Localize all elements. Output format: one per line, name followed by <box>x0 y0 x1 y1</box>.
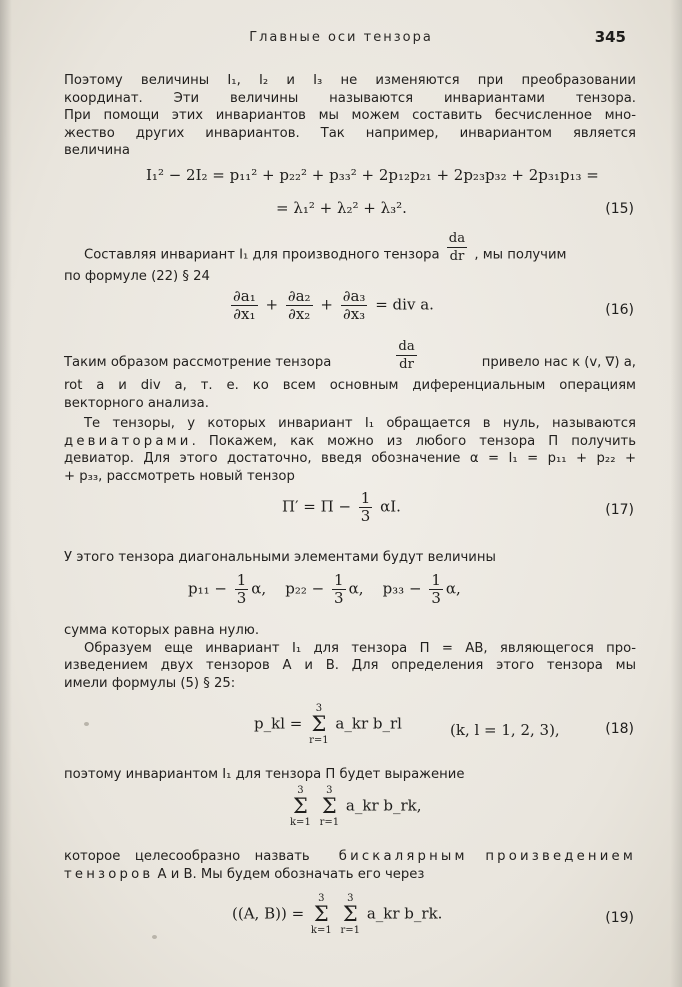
paragraph-conclusion <box>64 339 636 373</box>
text-line: координат. Эти величины называются инвариантами тензора. <box>64 90 636 106</box>
fraction-da-dr: $\frac{da}{dr}$ <box>448 231 466 264</box>
equation-19: ((A, B)) = 3 Σ k=1 3 Σ r=1 a_kr b_rk. <box>232 893 443 936</box>
text-line: сумма которых равна нулю. <box>64 623 260 638</box>
text-line: величина <box>64 143 130 158</box>
equation-number-19: (19) <box>605 910 634 926</box>
paragraph-biscalar <box>64 848 636 883</box>
fraction-da-dr: $\frac{da}{dr}$ <box>398 339 415 372</box>
paragraph-conclusion-cont <box>64 377 636 412</box>
paragraph-derivative-tensor <box>84 231 636 265</box>
text-line: привело нас к (v, ∇) a, <box>481 354 636 370</box>
paragraph-invariants <box>64 72 636 160</box>
text-line: имели формулы (5) § 25: <box>64 675 236 691</box>
text-line: жество других инвариантов. Так например, инвариантом является <box>64 125 636 141</box>
text-line: + p₃₃, рассмотреть новый тензор <box>64 468 295 484</box>
equation-number-16: (16) <box>605 302 634 318</box>
equation-15-line1: I₁² − 2I₂ = p₁₁² + p₂₂² + p₃₃² + 2p₁₂p₂₁ + 2p₂₃p₃₂ + 2p₃₁p₁₃ = <box>146 166 599 184</box>
equation-16-rhs: = div a. <box>375 295 434 314</box>
text-line: векторного анализа. <box>64 395 209 411</box>
text-line: которое целесообразно назвать бискалярным произведением <box>64 849 636 864</box>
paper-speck <box>84 722 89 726</box>
fraction-da2-dx2: $\frac{\text{∂a₂}}{\text{∂x₂}}$ <box>287 287 311 323</box>
text-line: поэтому инвариантом I₁ для тензора Π будет выражение <box>64 767 465 782</box>
text-line: девиатор. Для этого достаточно, введя обозначение α = I₁ = p₁₁ + p₂₂ + <box>64 451 636 466</box>
paragraph-sum-zero <box>64 622 636 692</box>
fraction-one-third: $\frac{1}{3}$ <box>431 571 441 607</box>
summation-sign: 3 Σ r=1 <box>319 785 340 828</box>
fraction-da3-dx3: $\frac{\text{∂a₃}}{\text{∂x₃}}$ <box>342 287 366 323</box>
double-sum-invariant: 3 Σ k=1 3 Σ r=1 a_kr b_rk, <box>290 785 422 828</box>
text-line: тензоров A и B. Мы будем обозначать его через <box>64 866 425 882</box>
equation-number-18: (18) <box>605 721 634 737</box>
fraction-one-third: $\frac{1}{3}$ <box>236 571 247 607</box>
running-header <box>0 30 682 52</box>
summation-sign: 3 Σ k=1 <box>310 893 332 936</box>
text-line: изведением двух тензоров A и B. Для определения этого тензора мы <box>64 658 636 673</box>
text-line: rot a и div a, т. е. ко всем основным диференциальным операциям <box>64 378 636 393</box>
equation-15-line2: = λ₁² + λ₂² + λ₃². <box>276 199 407 217</box>
text-line: по формуле (22) § 24 <box>64 269 210 284</box>
fraction-one-third: $\frac{1}{3}$ <box>360 489 371 525</box>
term-deviators: девиаторами <box>64 433 192 449</box>
text-line: , мы получим <box>474 247 567 263</box>
text-line: Те тензоры, у которых инвариант I₁ обращается в нуль, называются <box>84 416 636 431</box>
fraction-one-third: $\frac{1}{3}$ <box>334 571 344 607</box>
equation-17: Π′ = Π − $\frac{1}{3}$ αI. <box>282 489 401 525</box>
text-line: Составляя инвариант I₁ для производного тензора <box>84 247 440 263</box>
term-tensors: тензоров <box>64 866 154 882</box>
summation-sign: 3 Σ r=1 <box>340 893 361 936</box>
paper-speck <box>152 935 157 939</box>
equation-18-condition: (k, l = 1, 2, 3), <box>450 721 560 739</box>
page-gutter-shadow <box>0 0 12 987</box>
equation-16: $\frac{\text{∂a₁}}{\text{∂x₁}}$ + $\frac{\text{∂a₂}}{\text{∂x₂}}$ + $\frac{\text{∂a₃}}{\text{∂x₃}}$ = div a. <box>233 287 434 323</box>
summation-sign: 3 Σ r=1 <box>309 703 329 746</box>
summation-sign: 3 Σ k=1 <box>290 785 311 828</box>
paragraph-deviators <box>64 415 636 485</box>
page-edge-shadow <box>670 0 682 987</box>
text-line: Поэтому величины I₁, I₂ и I₃ не изменяются при преобразовании <box>64 73 636 88</box>
equation-18: p_kl = 3 Σ r=1 a_kr b_rl <box>254 703 402 746</box>
text-line: У этого тензора диагональными элементами будут величины <box>64 550 496 565</box>
text-line: Образуем еще инвариант I₁ для тензора Π = AB, являющегося про- <box>84 640 636 656</box>
diagonal-elements: p₁₁ − $\frac{1}{3}$ α, p₂₂ − $\frac{1}{3}$ α, p₃₃ − $\frac{1}{3}$ α, <box>188 571 461 607</box>
equation-number-15: (15) <box>605 201 634 217</box>
text-line: Таким образом рассмотрение тензора <box>64 354 332 370</box>
text-line: девиаторами. Покажем, как можно из любого тензора Π получить <box>64 433 636 449</box>
running-title: Главные оси тензора <box>249 30 433 45</box>
page-number: 345 <box>594 28 626 46</box>
fraction-da1-dx1: $\frac{\text{∂a₁}}{\text{∂x₁}}$ <box>233 287 256 323</box>
text-line: При помощи этих инвариантов мы можем составить бесчисленное мно- <box>64 108 636 123</box>
equation-number-17: (17) <box>605 502 634 518</box>
term-biscalar-product: бискалярным произведением <box>338 849 636 864</box>
